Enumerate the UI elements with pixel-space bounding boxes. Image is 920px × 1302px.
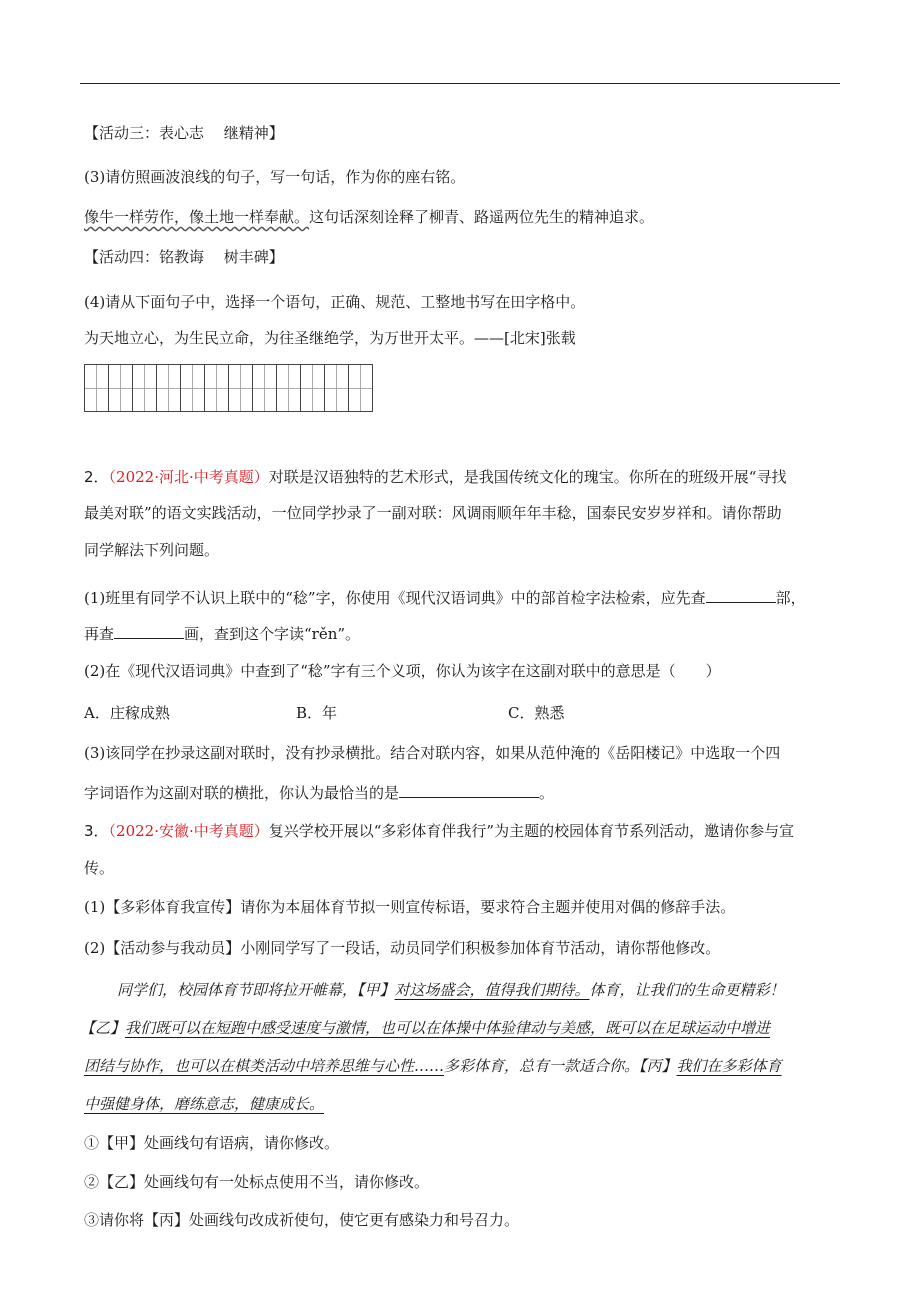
q3-sentence — [84, 207, 654, 227]
p2-options — [84, 703, 564, 723]
passage-text-c: 多彩体育，总有一款适合你。【丙】 — [444, 1057, 677, 1075]
p2-q1-text-c: 再查 — [84, 625, 115, 643]
tianzige-cell[interactable] — [348, 364, 373, 412]
p3-line1 — [84, 821, 794, 841]
p2-q3-end: 。 — [539, 784, 555, 802]
tianzige-cell[interactable] — [276, 364, 301, 412]
passage-line2 — [80, 1018, 770, 1038]
p2-q2: (2)在《现代汉语词典》中查到了“稔”字有三个义项，你认为该字在这副对联中的意思是（ ） — [84, 662, 721, 680]
tianzige-cell[interactable] — [324, 364, 349, 412]
p2-line2: 最美对联”的语文实践活动，一位同学抄录了一副对联：风调雨顺年年丰稔，国泰民安岁岁祥和。请你帮助 — [84, 504, 782, 522]
p2-q1-line1 — [84, 586, 806, 608]
q3-prompt: (3)请仿照画波浪线的句子，写一句话，作为你的座右铭。 — [84, 168, 466, 186]
wavy-sentence: 像牛一样劳作，像土地一样奉献。 — [84, 208, 310, 226]
option-a[interactable]: A．庄稼成熟 — [84, 704, 170, 722]
p3-text1: 复兴学校开展以“多彩体育伴我行”为主题的校园体育节系列活动，邀请你参与宣 — [268, 822, 795, 840]
tianzige-cell[interactable] — [252, 364, 277, 412]
p3-sub2: ②【乙】处画线句有一处标点使用不当，请你修改。 — [84, 1173, 430, 1191]
p2-q1-line2 — [84, 622, 360, 644]
tianzige-cell[interactable] — [156, 364, 181, 412]
p2-q1-text-b: 部， — [775, 589, 806, 607]
p2-text1: 对联是汉语独特的艺术形式，是我国传统文化的瑰宝。你所在的班级开展“寻找 — [268, 468, 787, 486]
p2-source: （2022·河北·中考真题） — [108, 468, 269, 486]
p2-q3-line2 — [84, 781, 554, 803]
underline-yi: 我们既可以在短跑中感受速度与激情，也可以在体操中体验律动与美感，既可以在足球运动中增进 — [125, 1019, 771, 1037]
p3-q2: (2)【活动参与我动员】小刚同学写了一段话，动员同学们积极参加体育节活动，请你帮他修改。 — [84, 939, 721, 957]
p2-q1-text-d: 画，查到这个字读“rěn”。 — [184, 625, 361, 643]
underline-bing-2: 中强健身体，磨练意志，健康成长。 — [84, 1095, 325, 1113]
p3-q1: (1)【多彩体育我宣传】请你为本届体育节拟一则宣传标语，要求符合主题并使用对偶的修辞手法。 — [84, 898, 736, 916]
activity4-heading: 【活动四：铭教诲 树丰碑】 — [84, 248, 284, 266]
tianzige-grid[interactable] — [84, 364, 372, 412]
tianzige-cell[interactable] — [300, 364, 325, 412]
underline-yi-2: 团结与协作，也可以在棋类活动中培养思维与心性…… — [84, 1057, 445, 1075]
tianzige-cell[interactable] — [204, 364, 229, 412]
answer-blank-strokes[interactable] — [114, 622, 184, 639]
tianzige-cell[interactable] — [228, 364, 253, 412]
passage-line4 — [84, 1094, 324, 1114]
option-c[interactable]: C．熟悉 — [508, 704, 565, 722]
p3-sub1: ①【甲】处画线句有语病，请你修改。 — [84, 1134, 340, 1152]
p2-line3: 同学解法下列问题。 — [84, 541, 220, 559]
q4-quote: 为天地立心，为生民立命，为往圣继绝学，为万世开太平。——[北宋]张载 — [84, 329, 576, 347]
q4-prompt: (4)请从下面句子中，选择一个语句，正确、规范、工整地书写在田字格中。 — [84, 293, 586, 311]
passage-tag-yi: 【乙】 — [80, 1019, 126, 1037]
passage-text: 同学们，校园体育节即将拉开帷幕，【甲】 — [117, 981, 395, 999]
tianzige-cell[interactable] — [132, 364, 157, 412]
p3-sub3: ③请你将【丙】处画线句改成祈使句，使它更有感染力和号召力。 — [84, 1211, 520, 1229]
p3-number: 3． — [84, 822, 109, 840]
passage-line1 — [117, 980, 785, 1000]
p3-line2: 传。 — [84, 859, 115, 877]
p3-source: （2022·安徽·中考真题） — [108, 822, 269, 840]
answer-blank-radical[interactable] — [706, 586, 776, 603]
tianzige-cell[interactable] — [84, 364, 109, 412]
p2-number: 2． — [84, 468, 109, 486]
tianzige-cell[interactable] — [180, 364, 205, 412]
passage-text-b: 体育，让我们的生命更精彩！ — [589, 981, 785, 999]
p2-line1 — [84, 467, 786, 487]
p2-q1-text: (1)班里有同学不认识上联中的“稔”字，你使用《现代汉语词典》中的部首检字法检索，应先查 — [84, 589, 706, 607]
tianzige-cell[interactable] — [108, 364, 133, 412]
header-rule — [80, 83, 840, 84]
underline-bing: 我们在多彩体育 — [676, 1057, 782, 1075]
answer-blank-hengpi[interactable] — [399, 781, 539, 798]
q3-rest: 这句话深刻诠释了柳青、路遥两位先生的精神追求。 — [309, 208, 655, 226]
underline-jia: 对这场盛会，值得我们期待。 — [394, 981, 590, 999]
option-b[interactable]: B．年 — [296, 704, 338, 722]
activity3-heading: 【活动三：表心志 继精神】 — [84, 124, 284, 142]
p2-q3-line1: (3)该同学在抄录这副对联时，没有抄录横批。结合对联内容，如果从范仲淹的《岳阳楼记》中选取一个四 — [84, 744, 781, 762]
passage-line3 — [84, 1056, 782, 1076]
p2-q3-text: 字词语作为这副对联的横批，你认为最恰当的是 — [84, 784, 400, 802]
